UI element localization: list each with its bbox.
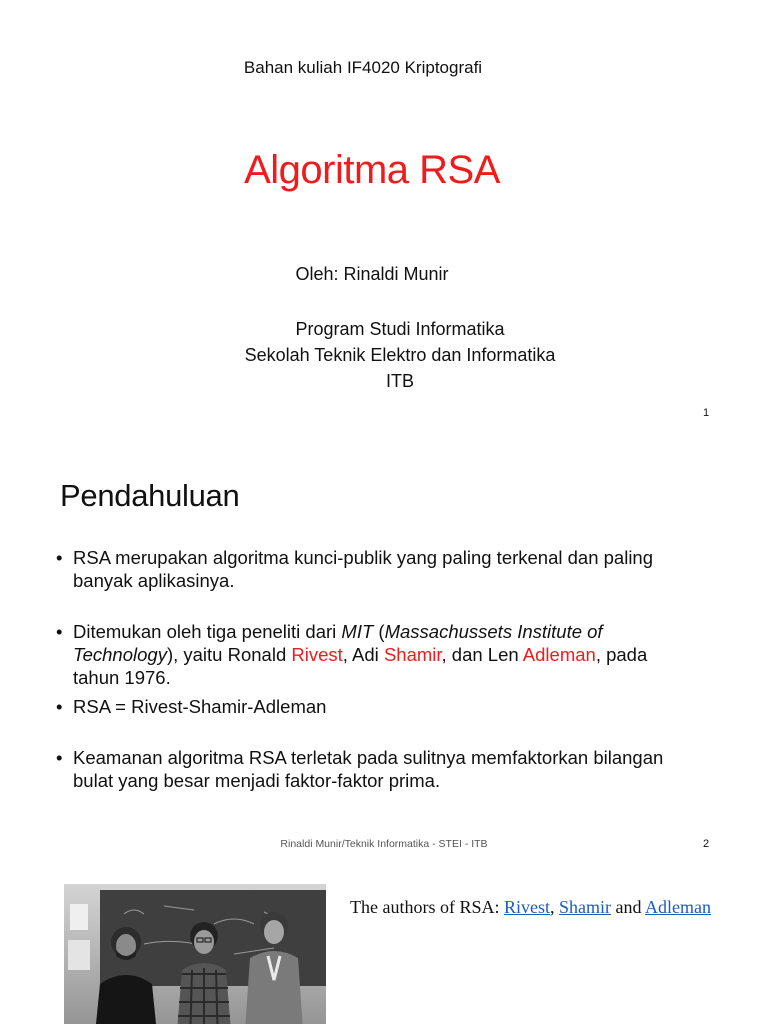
authors-slide [0,864,768,1024]
mit-text: MIT [341,621,374,642]
title-slide [0,0,768,432]
institution-line: ITB [385,371,414,391]
bullet-item [56,746,696,792]
course-label: Bahan kuliah IF4020 Kriptografi [243,58,483,77]
name-adleman: Adleman [522,644,596,665]
bullet-text: , Adi [342,644,384,665]
link-shamir[interactable]: Shamir [559,897,611,917]
author-line: Oleh: Rinaldi Munir [295,264,449,284]
bullet-text: , dan Len [441,644,523,665]
name-rivest: Rivest [291,644,343,665]
intro-slide [0,432,768,864]
institution-line: Sekolah Teknik Elektro dan Informatika [244,345,556,365]
bullet-list [56,546,696,792]
link-rivest[interactable]: Rivest [503,897,550,917]
bullet-text: RSA = Rivest-Shamir-Adleman [73,696,327,717]
bullet-text: RSA merupakan algoritma kunci-publik yang paling terkenal dan paling banyak aplikasinya. [73,547,654,591]
institution-block [0,316,768,394]
authors-photo-image [64,884,326,1024]
bullet-text: Keamanan algoritma RSA terletak pada sulitnya memfaktorkan bilangan bulat yang besar menjadi faktor-faktor prima. [73,747,664,791]
link-adleman[interactable]: Adleman [645,897,711,917]
bullet-item [56,546,696,592]
bullet-text: Ditemukan oleh tiga peneliti dari [73,621,342,642]
caption-prefix: The authors of RSA: [350,897,504,917]
slide-footer: Rinaldi Munir/Teknik Informatika - STEI - ITB [280,838,488,850]
bullet-item [56,695,696,718]
caption-separator: and [611,897,645,917]
authors-caption [350,897,711,918]
slide-title: Algoritma RSA [244,148,500,192]
institution-line: Program Studi Informatika [295,319,505,339]
authors-photo [64,884,326,1024]
bullet-item [56,620,696,689]
bullet-text: ( [373,621,385,642]
name-shamir: Shamir [383,644,442,665]
bullet-text: , pada tahun 1976. [73,644,648,688]
bullet-text: ), yaitu Ronald [166,644,292,665]
slide-heading: Pendahuluan [60,478,240,513]
page-number: 1 [703,407,710,419]
caption-separator: , [550,897,559,917]
page-number: 2 [703,838,710,850]
mit-full-name: Massachussets Institute of Technology [73,621,603,665]
